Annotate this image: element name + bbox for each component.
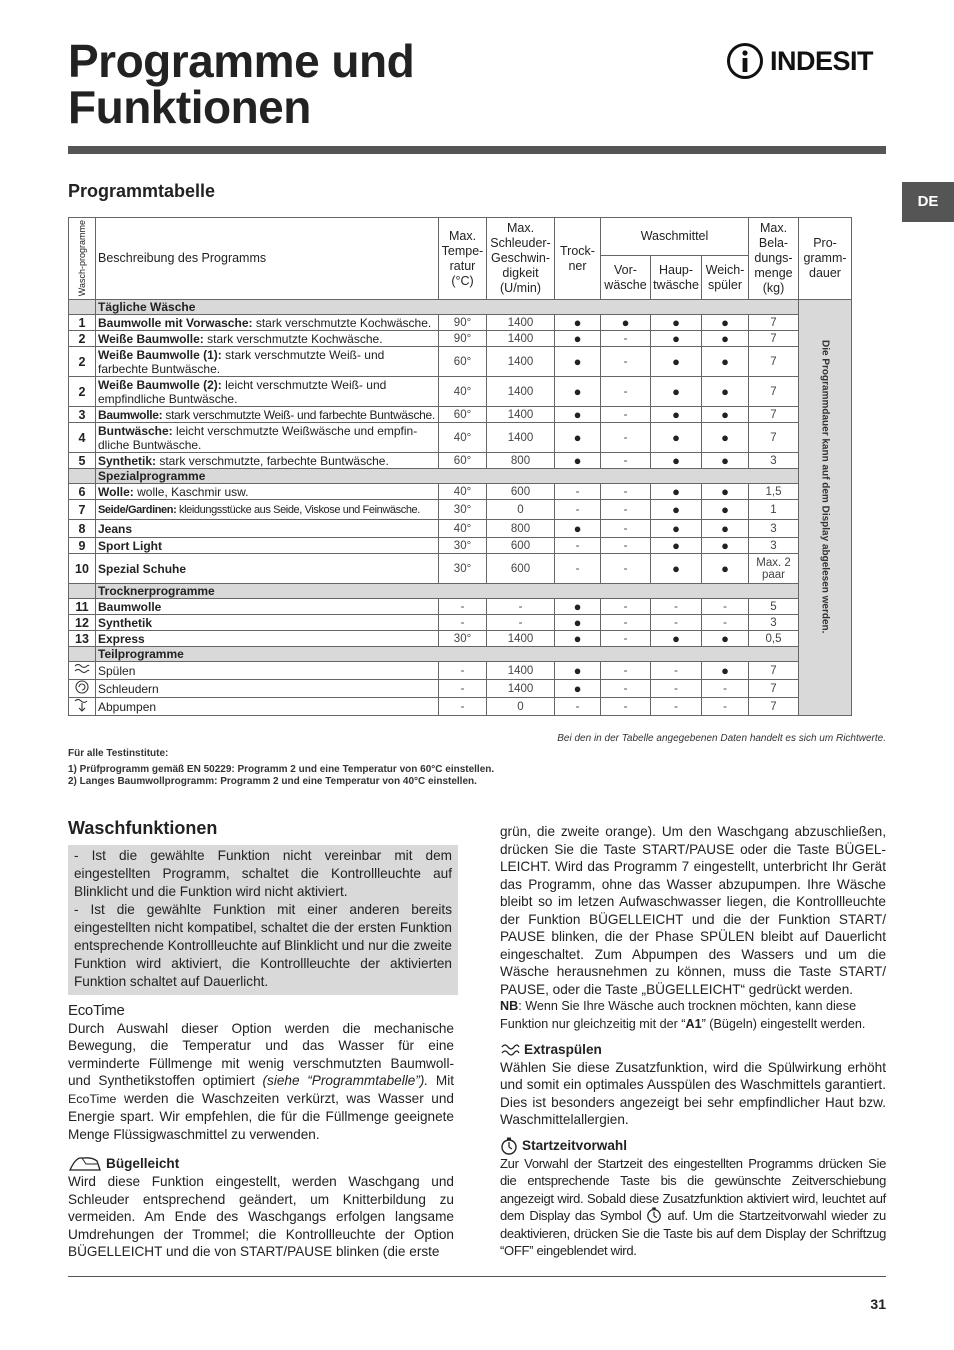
program-description: Spülen [96,662,439,680]
info-box-paragraph-2: - Ist die gewählte Funktion mit einer anderen bereits eingestellten nicht kompatibel, schaltet die der ersten Funktion entsprechende Kontrollleuchte auf Blinklicht und nur die zweite Funktion wird aktiviert, die Kontrollleuchte der aktivierten Funktion schaltet auf Dauerlicht. [74,902,452,989]
cell-spin-speed: 600 [487,484,555,500]
table-row [69,615,852,631]
header-desc: Beschreibung des Programms [96,218,439,300]
extra-rinse-icon [500,1042,520,1058]
footnote-1: 1) Prüfprogramm gemäß EN 50229: Programm 2 und eine Temperatur von 60°C einstellen. [68,764,495,775]
extra-rinse-text: Wählen Sie diese Zusatzfunktion, wird die Spülwirkung erhöht und somit ein optimales Ausspülen des Waschmittels garantiert. Dies ist besonders angezeigt bei sehr empfindlicher Haut bzw. Waschmittelallergien. [500,1059,886,1127]
cell-spin-speed: 600 [487,554,555,584]
cell-prewash: - [601,347,651,377]
cell-temperature: 90° [439,331,487,347]
cell-spin-speed: 1400 [487,331,555,347]
program-number [69,662,96,680]
cell-dryer: ● [555,423,601,453]
iron-text-continued: grün, die zweite orange). Um den Waschgang abzuschließen, drücken Sie die Taste START/PAUSE oder die Taste BÜGEL-LEICHT. Wird das Programm 7 eingestellt, unterbricht Ihr Gerät das Programm, ohne das Wasser abzupumpen. Ihre Wäsche bleibt so im letzen Aufwaschwasser liegen, die Kontrollleuchte der Funktion BÜGELLEICHT und die der Funktion START/ PAUSE blinken, die der Phase SPÜLEN bleibt auf Dauerlicht eingeschaltet. Zum Abpumpen des Wassers und um die Wäsche herausnehmen zu können, muss die Taste START/ PAUSE, oder die Taste „BÜGELLEICHT“ gedrückt werden. [500,824,886,997]
table-row [69,331,852,347]
cell-mainwash: ● [651,347,702,377]
cell-load: 7 [749,347,799,377]
category-row [69,300,852,315]
cell-dryer: ● [555,331,601,347]
cell-softener: - [702,680,749,698]
cell-prewash: ● [601,315,651,331]
cell-prewash: - [601,453,651,469]
cell-temperature: 30° [439,631,487,647]
cell-load: 7 [749,698,799,716]
cell-prewash: - [601,331,651,347]
cell-load: 7 [749,423,799,453]
cell-dryer: ● [555,407,601,423]
table-row [69,315,852,331]
drain-icon [74,701,90,715]
cell-spin-speed: 0 [487,500,555,520]
header-dryer: Trock-ner [555,218,601,300]
program-description: Synthetik [96,615,439,631]
cell-temperature: 30° [439,538,487,554]
table-row [69,538,852,554]
program-description: Baumwolle: stark verschmutzte Weiß- und farbechte Buntwäsche. [96,407,439,423]
cell-mainwash: ● [651,453,702,469]
table-row [69,554,852,584]
info-box-paragraph-1: - Ist die gewählte Funktion nicht vereinbar mit dem eingestellten Programm, schaltet die Kontrollleuchte auf Blinklicht und die Funktion wird nicht aktiviert. [74,848,452,899]
cell-softener: ● [702,538,749,554]
cell-prewash: - [601,680,651,698]
title-line-1: Programme und [68,35,415,87]
iron-icon [68,1155,102,1173]
table-row [69,631,852,647]
cell-dryer: ● [555,377,601,407]
cell-mainwash: ● [651,315,702,331]
cell-load: 3 [749,453,799,469]
cell-mainwash: ● [651,500,702,520]
cell-prewash: - [601,377,651,407]
cell-softener: ● [702,377,749,407]
table-row [69,698,852,716]
cell-dryer: ● [555,631,601,647]
cell-dryer: ● [555,615,601,631]
header-prewash: Vor-wäsche [601,256,651,300]
cell-spin-speed: 800 [487,453,555,469]
program-number: 8 [69,520,96,538]
header-wasch: Wasch-programme [69,218,96,300]
cell-temperature: 40° [439,484,487,500]
cell-dryer: - [555,500,601,520]
program-description: Baumwolle mit Vorwasche: stark verschmutzte Kochwäsche. [96,315,439,331]
ecotime-inline-logo: EcoTime [68,1091,117,1106]
cell-prewash: - [601,520,651,538]
header-mainwash: Haup-twäsche [651,256,702,300]
cell-dryer: ● [555,680,601,698]
cell-dryer: ● [555,662,601,680]
program-number: 7 [69,500,96,520]
table-row [69,377,852,407]
info-box [68,845,458,995]
program-number: 11 [69,599,96,615]
cell-mainwash: - [651,680,702,698]
page-number: 31 [870,1296,886,1312]
cell-spin-speed: 1400 [487,407,555,423]
cell-dryer: ● [555,520,601,538]
spin-icon [75,683,89,697]
table-row [69,423,852,453]
program-description: Sport Light [96,538,439,554]
program-description: Wolle: wolle, Kaschmir usw. [96,484,439,500]
cell-softener: ● [702,484,749,500]
cell-load: 7 [749,377,799,407]
cell-temperature: 40° [439,423,487,453]
program-description: Seide/Gardinen: kleidungsstücke aus Seide, Viskose und Feinwäsche. [96,500,439,520]
cell-softener: ● [702,407,749,423]
brand-logo [726,42,888,82]
program-number: 1 [69,315,96,331]
cell-softener: ● [702,554,749,584]
cell-dryer: ● [555,315,601,331]
program-number: 10 [69,554,96,584]
cell-softener: - [702,698,749,716]
iron-text: Wird diese Funktion eingestellt, werden Waschgang und Schleuder entsprechend geändert, um Knitterbildung zu vermeiden. Am Ende des Waschgangs erfolgen langsame Umdrehungen der Trommel; die Kontrollleuchte der Option BÜGELLEICHT und die von START/PAUSE blinken (die erste [68,1174,454,1259]
cell-mainwash: ● [651,377,702,407]
cell-load: 0,5 [749,631,799,647]
table-row [69,680,852,698]
header-load: Max. Bela-dungs-menge (kg) [749,218,799,300]
cell-softener: ● [702,500,749,520]
clock-icon [500,1137,518,1155]
program-number: 12 [69,615,96,631]
cell-temperature: 30° [439,500,487,520]
program-description: Baumwolle [96,599,439,615]
cell-temperature: - [439,599,487,615]
cell-load: 1 [749,500,799,520]
cell-mainwash: ● [651,631,702,647]
program-description: Weiße Baumwolle (2): leicht verschmutzte Weiß- und empfindliche Buntwäsche. [96,377,439,407]
header-speed: Max. Schleuder-Geschwin-digkeit (U/min) [487,218,555,300]
cell-prewash: - [601,407,651,423]
program-description: Express [96,631,439,647]
cell-softener: ● [702,331,749,347]
program-table [68,217,852,716]
cell-mainwash: - [651,599,702,615]
cell-dryer: - [555,538,601,554]
ecotime-text: Durch Auswahl dieser Option werden die mechanische Bewegung, die Temperatur und das Wasser für eine verminderte Füllmenge mit wenig verschmutzten Baumwoll- und Synthetikstoffen optimiert (siehe “Programmtabelle”). Mit EcoTime werden die Waschzeiten verkürzt, was Wasser und Energie spart. Wir empfehlen, die für die Füllmenge geeignete Menge Flüssigwaschmittel zu verwenden. [68,1020,454,1142]
cell-prewash: - [601,631,651,647]
cell-load: 7 [749,407,799,423]
left-column [68,1002,454,1261]
category-row [69,469,852,484]
cell-softener: ● [702,347,749,377]
nb-text: NB: Wenn Sie Ihre Wäsche auch trocknen möchten, kann diese Funktion nur gleichzeitig mit der “A1” (Bügeln) eingestellt werden. [500,999,866,1031]
program-number: 3 [69,407,96,423]
cell-temperature: 40° [439,377,487,407]
cell-temperature: 60° [439,347,487,377]
iron-heading: Bügelleicht [68,1155,454,1173]
cell-spin-speed: - [487,599,555,615]
rinse-icon [74,665,90,679]
cell-load: 3 [749,615,799,631]
cell-prewash: - [601,484,651,500]
table-note: Bei den in der Tabelle angegebenen Daten handelt es sich um Richtwerte. [557,733,886,744]
cell-temperature: - [439,662,487,680]
program-number [69,698,96,716]
cell-spin-speed: 1400 [487,347,555,377]
indesit-i-icon [726,42,764,80]
cell-temperature: 60° [439,407,487,423]
footer-rule [68,1276,886,1277]
table-row [69,347,852,377]
cell-mainwash: - [651,615,702,631]
cell-prewash: - [601,662,651,680]
table-row [69,520,852,538]
cell-softener: - [702,615,749,631]
cell-spin-speed: 1400 [487,423,555,453]
cell-dryer: - [555,554,601,584]
cell-mainwash: ● [651,407,702,423]
cell-dryer: ● [555,347,601,377]
cell-temperature: 90° [439,315,487,331]
cell-prewash: - [601,500,651,520]
program-description: Abpumpen [96,698,439,716]
page-title [68,35,415,133]
cell-mainwash: - [651,698,702,716]
header-rule [68,146,886,154]
extra-rinse-heading: Extraspülen [500,1041,886,1059]
title-line-2: Funktionen [68,81,311,133]
cell-softener: ● [702,453,749,469]
program-description: Synthetik: stark verschmutzte, farbechte Buntwäsche. [96,453,439,469]
cell-spin-speed: 600 [487,538,555,554]
section-title-programmtabelle: Programmtabelle [68,181,216,201]
program-description: Weiße Baumwolle (1): stark verschmutzte Weiß- und farbechte Buntwäsche. [96,347,439,377]
cell-temperature: - [439,698,487,716]
program-number: 5 [69,453,96,469]
cell-prewash: - [601,698,651,716]
cell-temperature: - [439,680,487,698]
cell-dryer: ● [555,453,601,469]
cell-mainwash: ● [651,520,702,538]
clock-inline-icon [646,1207,662,1223]
cell-spin-speed: - [487,615,555,631]
delay-start-heading: Startzeitvorwahl [500,1137,886,1155]
category-label: Tägliche Wäsche [96,300,799,315]
table-row [69,484,852,500]
footnote-title: Für alle Testinstitute: [68,748,169,759]
cell-load: 3 [749,520,799,538]
cell-load: 5 [749,599,799,615]
category-label: Teilprogramme [96,647,799,662]
cell-spin-speed: 1400 [487,631,555,647]
cell-mainwash: ● [651,423,702,453]
cell-spin-speed: 1400 [487,662,555,680]
cell-spin-speed: 800 [487,520,555,538]
right-column [500,823,886,1260]
program-description: Spezial Schuhe [96,554,439,584]
cell-softener: ● [702,631,749,647]
cell-dryer: - [555,698,601,716]
table-row [69,500,852,520]
program-number: 2 [69,347,96,377]
cell-prewash: - [601,423,651,453]
cell-softener: ● [702,520,749,538]
cell-load: 7 [749,331,799,347]
table-row [69,407,852,423]
program-description: Buntwäsche: leicht verschmutzte Weißwäsche und empfin-dliche Buntwäsche. [96,423,439,453]
cell-spin-speed: 1400 [487,680,555,698]
category-label: Trocknerprogramme [96,584,799,599]
duration-note: Die Programmdauer kann auf dem Display abgelesen werden. [799,300,852,716]
cell-softener: ● [702,662,749,680]
cell-load: Max. 2 paar [749,554,799,584]
cell-load: 3 [749,538,799,554]
program-description: Schleudern [96,680,439,698]
cell-softener: ● [702,423,749,453]
cell-load: 1,5 [749,484,799,500]
table-row [69,453,852,469]
cell-mainwash: ● [651,484,702,500]
cell-prewash: - [601,538,651,554]
cell-prewash: - [601,615,651,631]
cell-load: 7 [749,662,799,680]
cell-softener: ● [702,315,749,331]
program-number: 6 [69,484,96,500]
cell-spin-speed: 1400 [487,315,555,331]
header-detergent: Waschmittel [601,218,749,256]
cell-load: 7 [749,680,799,698]
delay-start-text: Zur Vorwahl der Startzeit des eingestellten Programms drücken Sie die entsprechende Taste bis die gewünschte Zeitverschiebung angezeigt wird. Sobald diese Zusatzfunktion aktiviert wird, leuchtet auf dem Display das Symbol auf. Um die Startzeitvorwahl wieder zu deaktivieren, drücken Sie die Taste bis auf dem Display der Schriftzug “OFF” eingeblendet wird. [500,1155,886,1258]
table-row [69,599,852,615]
footnote-2: 2) Langes Baumwollprogramm: Programm 2 und eine Temperatur von 40°C einstellen. [68,776,477,787]
language-tab: DE [902,182,954,222]
cell-load: 7 [749,315,799,331]
cell-temperature: - [439,615,487,631]
cell-spin-speed: 0 [487,698,555,716]
category-row [69,647,852,662]
cell-prewash: - [601,599,651,615]
cell-dryer: ● [555,599,601,615]
category-label: Spezialprogramme [96,469,799,484]
program-number: 2 [69,331,96,347]
header-temp: Max. Tempe-ratur (°C) [439,218,487,300]
cell-softener: - [702,599,749,615]
section-title-waschfunktionen: Waschfunktionen [68,818,218,838]
cell-mainwash: ● [651,538,702,554]
cell-temperature: 40° [439,520,487,538]
program-number: 4 [69,423,96,453]
brand-name: INDESIT [770,46,874,76]
footnotes [68,748,768,788]
program-number: 2 [69,377,96,407]
program-description: Jeans [96,520,439,538]
header-duration: Pro-gramm-dauer [799,218,852,300]
program-number [69,680,96,698]
header-softener: Weich-spüler [702,256,749,300]
ecotime-heading: EcoTime [68,1002,125,1019]
program-number: 9 [69,538,96,554]
cell-mainwash: - [651,662,702,680]
cell-spin-speed: 1400 [487,377,555,407]
cell-dryer: - [555,484,601,500]
cell-temperature: 60° [439,453,487,469]
cell-temperature: 30° [439,554,487,584]
cell-mainwash: ● [651,331,702,347]
table-row [69,662,852,680]
category-row [69,584,852,599]
program-description: Weiße Baumwolle: stark verschmutzte Kochwäsche. [96,331,439,347]
cell-prewash: - [601,554,651,584]
cell-mainwash: ● [651,554,702,584]
program-number: 13 [69,631,96,647]
